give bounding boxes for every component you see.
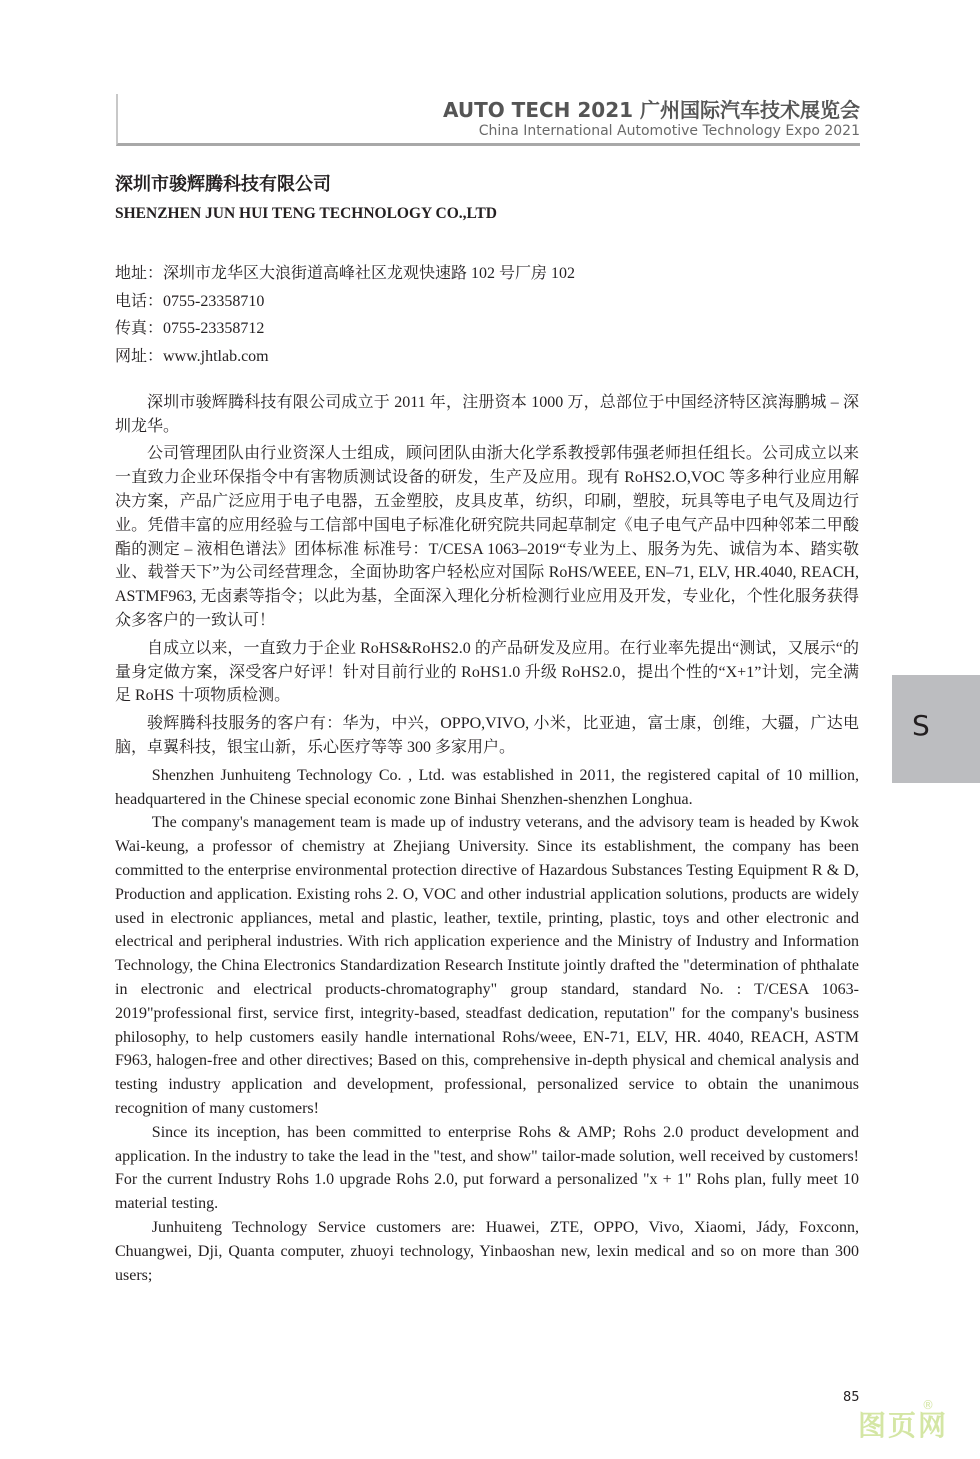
paragraph-cn: 深圳市骏辉腾科技有限公司成立于 2011 年，注册资本 1000 万，总部位于中国经济特区滨海鹏城 – 深圳龙华。 (115, 393, 859, 435)
contact-phone: 电话：0755-23358710 (115, 292, 265, 310)
contact-address: 地址：深圳市龙华区大浪街道高峰社区龙观快速路 102 号厂房 102 (115, 265, 576, 282)
paragraph-en: Shenzhen Junhuiteng Technology Co. , Ltd. was established in 2011, the registered capital of 10 million, headquartered in the Chinese special economic zone Binhai Shenzhen-shenzhen Longhua. (115, 766, 859, 808)
paragraph-en: The company's management team is made up of industry veterans, and the advisory team is headed by Kwok Wai-keung, a professor of chemistry at Zhejiang University. Since its establishment, the company has been committed to the enterprise environmental protection directive of Hazardous Substances Testing Equipment R & D, Production and application. Existing rohs 2. O, VOC and other industrial application solutions, products are widely used in electronic appliances, metal and plastic, leather, textile, printing, plastic, toys and other electronic and electrical and peripheral industries. With rich application experience and the Ministry of Industry and Information Technology, the China Electronics Standardization Research Institute jointly drafted the "determination of phthalate in electronic and electrical products-chromatography" group standard, standard No. : T/CESA 1063-2019"professional first, service first, integrity-based, steadfast dedication, reputation" for the company's business philosophy, to help customers easily handle international Rohs/weee, EN-71, ELV, HR. 4040, REACH, ASTM F963, halogen-free and other directives; Based on this, comprehensive in-depth physical and chemical analysis and testing industry application and development, professional, personalized service to obtain the unanimous recognition of many customers! (115, 814, 859, 1117)
contact-fax: 传真：0755-23358712 (115, 320, 265, 338)
paragraph-cn: 公司管理团队由行业资深人士组成，顾问团队由浙大化学系教授郭伟强老师担任组长。公司成立以来一直致力企业环保指令中有害物质测试设备的研发，生产及应用。现有 RoHS2.O,VOC 等多种行业应用解决方案，产品广泛应用于电子电器，五金塑胶，皮具皮革，纺织，印刷，塑胶，玩具等电子电气及周边行业。凭借丰富的应用经验与工信部中国电子标准化研究院共同起草制定《电子电气产品中四种邻苯二甲酸酯的测定 – 液相色谱法》团体标准 标准号：T/CESA 1063–2019“专业为上、服务为先、诚信为本、踏实敬业、载誉天下”为公司经营理念，全面协助客户轻松应对国际 RoHS/WEEE, EN–71, ELV, HR.4040, REACH, ASTMF963, 无卤素等指令；以此为基，全面深入理化分析检测行业应用及开发，专业化，个性化服务获得众多客户的一致认可！ (115, 445, 859, 629)
paragraph-cn: 自成立以来，一直致力于企业 RoHS&RoHS2.0 的产品研发及应用。在行业率先提出“测试，又展示“的量身定做方案，深受客户好评！针对目前行业的 RoHS1.0 升级 RoHS2.0，提出个性的“X+1”计划，完全满足 RoHS 十项物质检测。 (115, 639, 859, 705)
page-footer (830, 1388, 960, 1448)
section-tab-letter: S (912, 709, 930, 742)
contact-block (115, 260, 859, 371)
body-chinese (115, 391, 859, 760)
page-number: 85 (843, 1390, 860, 1405)
watermark-logo: 图页网 (858, 1409, 949, 1442)
header-frame (116, 94, 860, 146)
paragraph-en: Junhuiteng Technology Service customers are: Huawei, ZTE, OPPO, Vivo, Xiaomi, Jády, Foxconn, Chuangwei, Dji, Quanta computer, zhuoyi technology, Yinbaoshan new, lexin medical and so on more than 300 users; (115, 1218, 859, 1284)
company-name-cn: 深圳市骏辉腾科技有限公司 (115, 174, 331, 195)
company-name-en: SHENZHEN JUN HUI TENG TECHNOLOGY CO.,LTD (115, 205, 497, 222)
section-tab (892, 675, 980, 783)
registered-mark-icon: ® (922, 1398, 934, 1412)
body-english (115, 764, 859, 1288)
expo-subtitle: China International Automotive Technology Expo 2021 (478, 123, 860, 139)
main-column (115, 172, 859, 1287)
paragraph-cn: 骏辉腾科技服务的客户有：华为，中兴，OPPO,VIVO, 小米，比亚迪，富士康，创维，大疆，广达电脑，卓翼科技，银宝山新，乐心医疗等等 300 多家用户。 (115, 715, 859, 756)
expo-title: AUTO TECH 2021 广州国际汽车技术展览会 (442, 98, 860, 122)
contact-website[interactable]: 网址：www.jhtlab.com (115, 348, 269, 366)
paragraph-en: Since its inception, has been committed to enterprise Rohs & AMP; Rohs 2.0 product development and application. In the industry to take the lead in the "test, and show" tailor-made solution, well received by customers! For the current Industry Rohs 1.0 upgrade Rohs 2.0, put forward a personalized "x + 1" Rohs plan, fully meet 10 material testing. (115, 1123, 859, 1213)
